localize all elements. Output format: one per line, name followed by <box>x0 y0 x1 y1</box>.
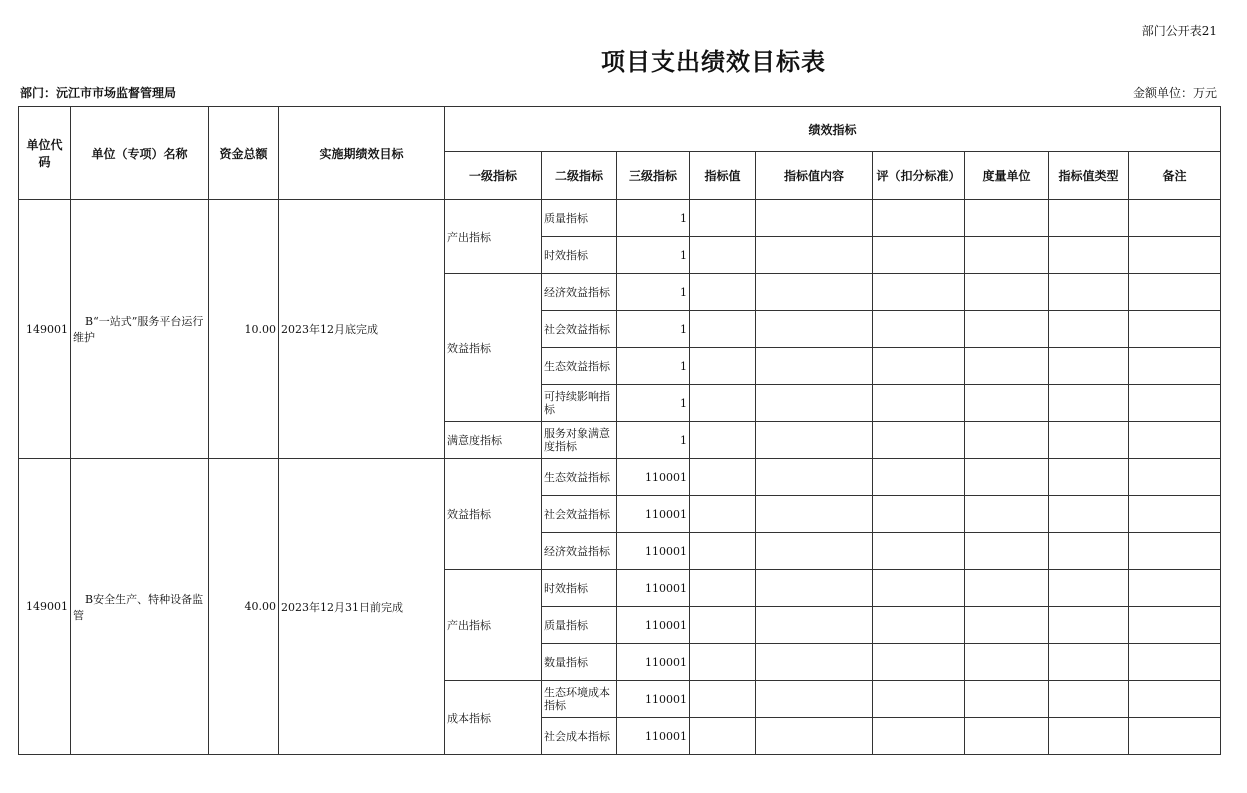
level3-cell: 1 <box>617 311 690 348</box>
level3-cell: 110001 <box>617 644 690 681</box>
level1-cell: 效益指标 <box>445 274 542 422</box>
funds-cell: 10.00 <box>209 200 279 459</box>
header-level2: 二级指标 <box>542 152 617 200</box>
level3-cell: 1 <box>617 200 690 237</box>
header-remark: 备注 <box>1129 152 1221 200</box>
page-tag: 部门公开表21 <box>1141 24 1217 38</box>
header-scoring: 评（扣分标准） <box>873 152 965 200</box>
level3-cell: 110001 <box>617 570 690 607</box>
header-measure-unit: 度量单位 <box>965 152 1049 200</box>
level2-cell: 质量指标 <box>542 607 617 644</box>
level2-cell: 社会效益指标 <box>542 311 617 348</box>
header-indicator-content: 指标值内容 <box>756 152 873 200</box>
funds-cell: 40.00 <box>209 459 279 755</box>
table-row <box>19 200 1221 237</box>
level2-cell: 生态效益指标 <box>542 459 617 496</box>
header-unit-code: 单位代码 <box>19 107 71 200</box>
level2-cell: 时效指标 <box>542 237 617 274</box>
unit-code-cell: 149001 <box>19 200 71 459</box>
level2-cell: 经济效益指标 <box>542 533 617 570</box>
performance-table <box>18 106 1221 755</box>
header-total-funds: 资金总额 <box>209 107 279 200</box>
level2-cell: 社会成本指标 <box>542 718 617 755</box>
header-indicator-value: 指标值 <box>690 152 756 200</box>
department-label: 部门：沅江市市场监督管理局 <box>20 86 177 100</box>
header-performance: 绩效指标 <box>445 107 1221 152</box>
level2-cell: 生态效益指标 <box>542 348 617 385</box>
level2-cell: 数量指标 <box>542 644 617 681</box>
level2-cell: 质量指标 <box>542 200 617 237</box>
unit-code-cell: 149001 <box>19 459 71 755</box>
level3-cell: 110001 <box>617 496 690 533</box>
level2-cell: 时效指标 <box>542 570 617 607</box>
level3-cell: 1 <box>617 274 690 311</box>
header-unit-name: 单位（专项）名称 <box>71 107 209 200</box>
level3-cell: 110001 <box>617 459 690 496</box>
level3-cell: 110001 <box>617 607 690 644</box>
header-period-goal: 实施期绩效目标 <box>279 107 445 200</box>
amount-unit-label: 金额单位：万元 <box>1132 86 1217 100</box>
table-row <box>19 459 1221 496</box>
goal-cell: 2023年12月31日前完成 <box>279 459 445 755</box>
level3-cell: 1 <box>617 422 690 459</box>
level1-cell: 成本指标 <box>445 681 542 755</box>
header-level1: 一级指标 <box>445 152 542 200</box>
level3-cell: 1 <box>617 237 690 274</box>
level3-cell: 1 <box>617 385 690 422</box>
level2-cell: 经济效益指标 <box>542 274 617 311</box>
level1-cell: 产出指标 <box>445 200 542 274</box>
level3-cell: 110001 <box>617 718 690 755</box>
project-name-cell: B安全生产、特种设备监管 <box>71 459 209 755</box>
header-level3: 三级指标 <box>617 152 690 200</box>
level1-cell: 产出指标 <box>445 570 542 681</box>
goal-cell: 2023年12月底完成 <box>279 200 445 459</box>
level1-cell: 效益指标 <box>445 459 542 570</box>
level2-cell: 社会效益指标 <box>542 496 617 533</box>
level2-cell: 生态环境成本指标 <box>542 681 617 718</box>
level3-cell: 110001 <box>617 533 690 570</box>
level3-cell: 110001 <box>617 681 690 718</box>
page-title: 项目支出绩效目标表 <box>601 48 826 76</box>
level2-cell: 可持续影响指标 <box>542 385 617 422</box>
project-name-cell: B“一站式”服务平台运行维护 <box>71 200 209 459</box>
level3-cell: 1 <box>617 348 690 385</box>
header-value-type: 指标值类型 <box>1049 152 1129 200</box>
level1-cell: 满意度指标 <box>445 422 542 459</box>
level2-cell: 服务对象满意度指标 <box>542 422 617 459</box>
